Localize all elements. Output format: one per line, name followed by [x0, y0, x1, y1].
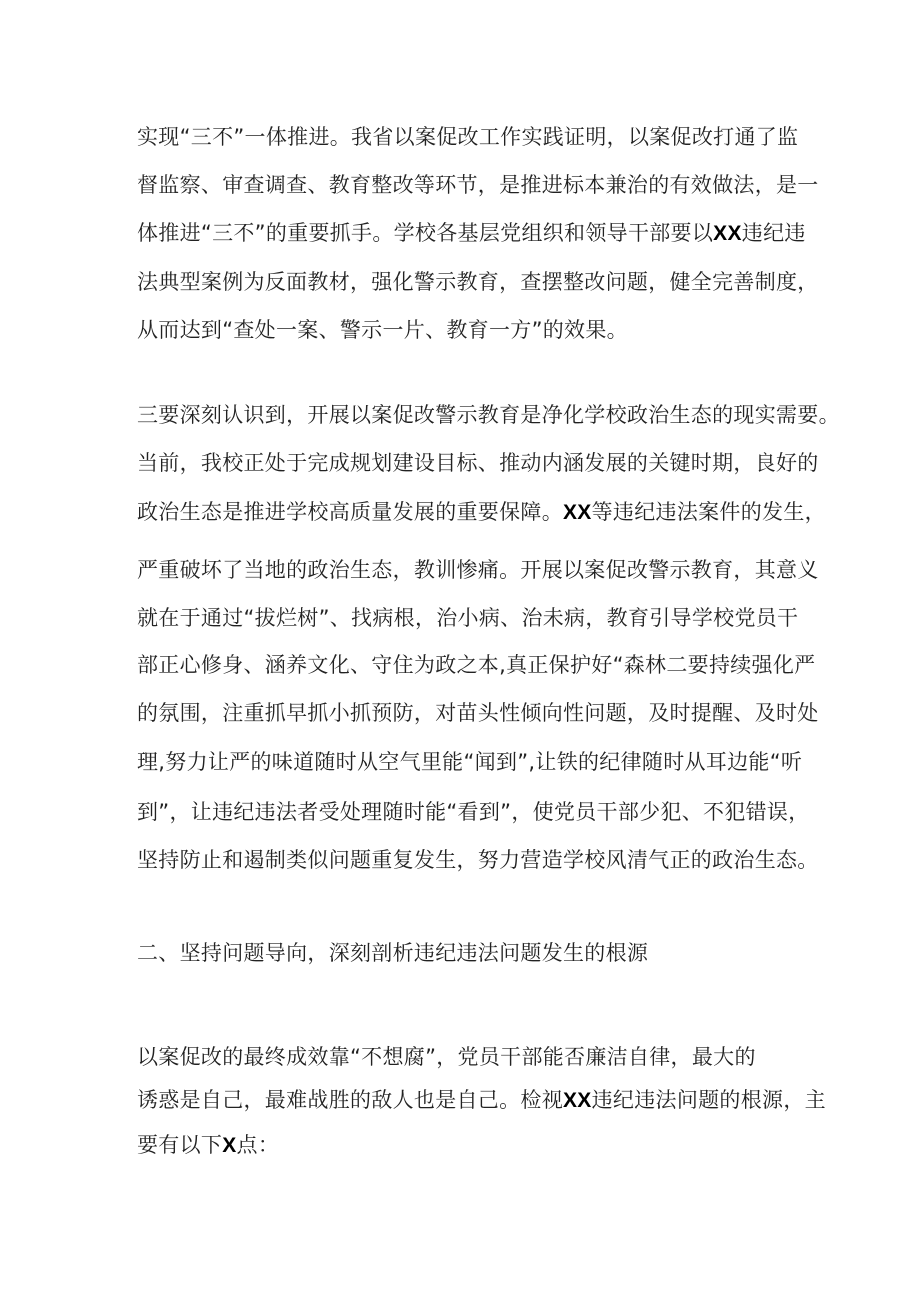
- text-line: [137, 125, 798, 149]
- text-line: [137, 318, 628, 342]
- placeholder-text: XX: [563, 501, 592, 524]
- text-line: [137, 173, 819, 197]
- text-line: [137, 1045, 756, 1069]
- text-segment: 的氛围，注重抓早抓小抓预防，对苗头性倾向性问题，及时提醒、及时处: [137, 701, 819, 725]
- text-segment: 当前，我校正处于完成规划建设目标、推动内涵发展的关键时期，良好的: [137, 451, 819, 475]
- text-segment: 以案促改的最终成效靠“不想腐”，党员干部能否廉洁自律，最大的: [137, 1045, 756, 1069]
- section-heading: [137, 941, 648, 965]
- text-segment: 点：: [236, 1133, 280, 1157]
- text-segment: 从而达到“查处一案、警示一片、教育一方”的效果。: [137, 318, 628, 342]
- text-segment: 部正心修身、涵养文化、守住为政之本,真正保护好“森林二要持续强化严: [137, 653, 816, 677]
- text-line: [137, 221, 806, 246]
- text-line: [137, 270, 819, 294]
- text-segment: 到”，让违纪违法者受处理随时能“看到”，使党员干部少犯、不犯错误，: [137, 800, 810, 824]
- text-line: [137, 500, 826, 525]
- text-line: [137, 558, 819, 582]
- text-line: [137, 750, 802, 774]
- text-segment: 体推进“三不”的重要抓手。学校各基层党组织和领导干部要以: [137, 221, 714, 245]
- text-segment: 违纪违: [741, 221, 806, 245]
- text-line: [137, 1133, 279, 1158]
- text-segment: 三要深刻认识到，开展以案促改警示教育是净化学校政治生态的现实需要。: [137, 403, 840, 427]
- placeholder-text: XX: [563, 1089, 592, 1112]
- placeholder-text: X: [222, 1134, 237, 1157]
- text-line: [137, 701, 819, 725]
- text-segment: 违纪违法问题的根源，主: [591, 1088, 826, 1112]
- placeholder-text: XX: [713, 222, 742, 245]
- text-line: [137, 451, 819, 475]
- text-segment: 二、坚持问题导向，深刻剖析违纪违法问题发生的根源: [137, 941, 649, 965]
- text-segment: 等违纪违法案件的发生，: [591, 500, 826, 524]
- text-segment: 理,努力让严的味道随时从空气里能“闻到”,让铁的纪律随时从耳边能“听: [137, 750, 803, 774]
- text-segment: 严重破坏了当地的政治生态，教训惨痛。开展以案促改警示教育，其意义: [137, 558, 819, 582]
- text-segment: 坚持防止和遏制类似问题重复发生，努力营造学校风清气正的政治生态。: [137, 848, 819, 872]
- text-line: [137, 800, 810, 824]
- text-line: [137, 653, 815, 677]
- text-segment: 就在于通过“拔烂树”、找病根，治小病、治未病，教育引导学校党员干: [137, 606, 799, 630]
- text-segment: 督监察、审查调查、教育整改等环节，是推进标本兼治的有效做法，是一: [137, 173, 819, 197]
- text-line: [137, 606, 798, 630]
- text-segment: 诱惑是自己，最难战胜的敌人也是自己。检视: [137, 1088, 563, 1112]
- text-segment: 法典型案例为反面教材，强化警示教育，查摆整改问题，健全完善制度，: [137, 270, 819, 294]
- text-line: [137, 403, 840, 427]
- text-segment: 要有以下: [137, 1133, 223, 1157]
- text-segment: 政治生态是推进学校高质量发展的重要保障。: [137, 500, 563, 524]
- text-line: [137, 1088, 826, 1113]
- text-line: [137, 848, 819, 872]
- text-segment: 实现“三不”一体推进。我省以案促改工作实践证明，以案促改打通了监: [137, 125, 799, 149]
